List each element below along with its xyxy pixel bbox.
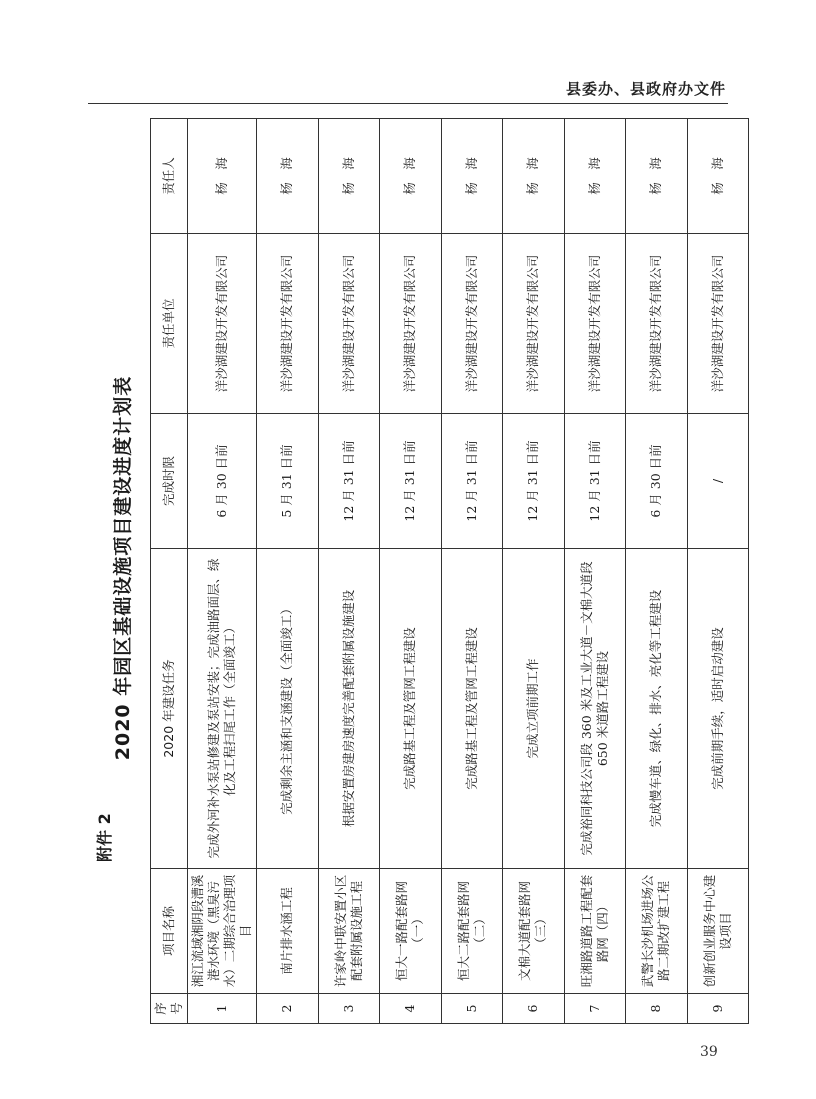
cell-deadline: 12 月 31 日前	[564, 414, 626, 549]
cell-project-name: 恒大二路配套路网（二）	[441, 869, 503, 994]
cell-person: 杨 海	[503, 119, 565, 234]
cell-person: 杨 海	[687, 119, 749, 234]
cell-deadline: 12 月 31 日前	[503, 414, 565, 549]
cell-unit: 洋沙湖建设开发有限公司	[441, 234, 503, 414]
cell-unit: 洋沙湖建设开发有限公司	[626, 234, 688, 414]
cell-task: 完成剩余主涵和支涵建设（全面竣工）	[257, 549, 319, 869]
table-row	[318, 119, 380, 1024]
cell-task: 完成慢车道、绿化、排水、亮化等工程建设	[626, 549, 688, 869]
cell-number: 9	[687, 994, 749, 1024]
table-row	[380, 119, 442, 1024]
cell-person: 杨 海	[257, 119, 319, 234]
cell-project-name: 许家岭中联安置小区配套附属设施工程	[318, 869, 380, 994]
cell-number: 2	[257, 994, 319, 1024]
cell-person: 杨 海	[441, 119, 503, 234]
cell-number: 3	[318, 994, 380, 1024]
cell-person: 杨 海	[564, 119, 626, 234]
attachment-label: 附件 2	[95, 813, 114, 862]
cell-project-name: 南片排水涵工程	[257, 869, 319, 994]
cell-project-name: 恒大一路配套路网（一）	[380, 869, 442, 994]
cell-task: 完成裕同科技公司段 360 米及工业大道－文棉大道段 650 米道路工程建设	[564, 549, 626, 869]
cell-task: 完成前期手续，适时启动建设	[687, 549, 749, 869]
cell-number: 7	[564, 994, 626, 1024]
cell-deadline: /	[687, 414, 749, 549]
cell-number: 1	[188, 994, 257, 1024]
document-header-title: 县委办、县政府办文件	[565, 80, 726, 98]
cell-deadline: 12 月 31 日前	[380, 414, 442, 549]
cell-number: 4	[380, 994, 442, 1024]
page-number: 39	[700, 1044, 718, 1060]
cell-unit: 洋沙湖建设开发有限公司	[257, 234, 319, 414]
cell-project-name: 创新创业服务中心建设项目	[687, 869, 749, 994]
cell-task: 完成立项前期工作	[503, 549, 565, 869]
column-header: 责任单位	[151, 234, 188, 414]
table-row	[188, 119, 257, 1024]
cell-project-name: 武警长沙机场进场公路二期改扩建工程	[626, 869, 688, 994]
cell-deadline: 6 月 30 日前	[188, 414, 257, 549]
column-header: 项目名称	[151, 869, 188, 994]
column-header: 完成时限	[151, 414, 188, 549]
cell-unit: 洋沙湖建设开发有限公司	[503, 234, 565, 414]
table-row	[441, 119, 503, 1024]
table-row	[564, 119, 626, 1024]
table-row	[503, 119, 565, 1024]
cell-unit: 洋沙湖建设开发有限公司	[188, 234, 257, 414]
cell-person: 杨 海	[626, 119, 688, 234]
cell-person: 杨 海	[380, 119, 442, 234]
cell-unit: 洋沙湖建设开发有限公司	[380, 234, 442, 414]
cell-project-name: 文棉大道配套路网（三）	[503, 869, 565, 994]
cell-task: 完成外河补水泵站修建及泵站安装；完成油路面层、绿化及工程扫尾工作（全面竣工）	[188, 549, 257, 869]
cell-deadline: 12 月 31 日前	[441, 414, 503, 549]
cell-person: 杨 海	[318, 119, 380, 234]
cell-number: 6	[503, 994, 565, 1024]
cell-task: 完成路基工程及管网工程建设	[380, 549, 442, 869]
cell-person: 杨 海	[188, 119, 257, 234]
table-row	[687, 119, 749, 1024]
cell-task: 完成路基工程及管网工程建设	[441, 549, 503, 869]
table-row	[626, 119, 688, 1024]
rotated-page-content	[88, 108, 733, 1028]
table-header-row	[151, 119, 188, 1024]
cell-task: 根据安置房建房速度完善配套附属设施建设	[318, 549, 380, 869]
column-header: 序号	[151, 994, 188, 1024]
header-divider	[88, 103, 728, 104]
cell-unit: 洋沙湖建设开发有限公司	[318, 234, 380, 414]
table-row	[257, 119, 319, 1024]
column-header: 责任人	[151, 119, 188, 234]
table-title: 2020 年园区基础设施项目建设进度计划表	[112, 375, 134, 761]
cell-deadline: 12 月 31 日前	[318, 414, 380, 549]
cell-deadline: 5 月 31 日前	[257, 414, 319, 549]
cell-project-name: 湘江流域湘阴段漕溪港水环境（黑臭污水）二期综合治理项目	[188, 869, 257, 994]
cell-number: 5	[441, 994, 503, 1024]
cell-unit: 洋沙湖建设开发有限公司	[687, 234, 749, 414]
project-schedule-table	[150, 118, 749, 1024]
cell-deadline: 6 月 30 日前	[626, 414, 688, 549]
cell-project-name: 旺湘路道路工程配套路网（四）	[564, 869, 626, 994]
cell-unit: 洋沙湖建设开发有限公司	[564, 234, 626, 414]
column-header: 2020 年建设任务	[151, 549, 188, 869]
cell-number: 8	[626, 994, 688, 1024]
